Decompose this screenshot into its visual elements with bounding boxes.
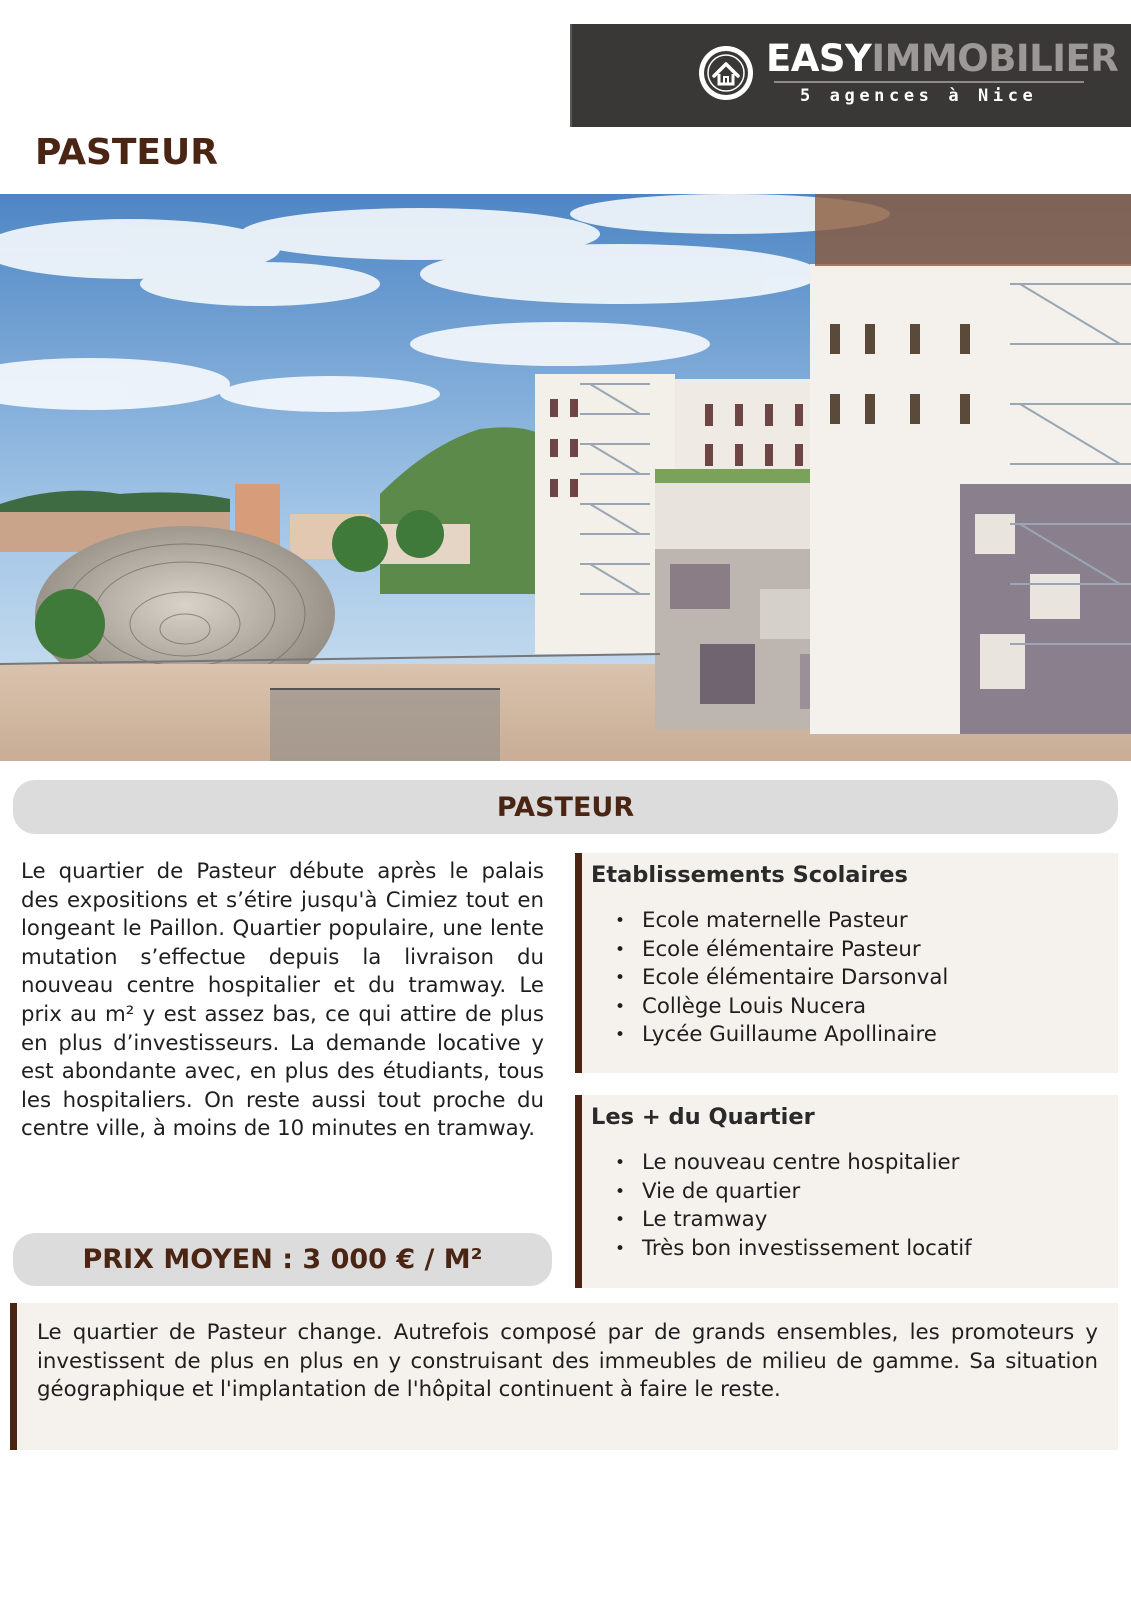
list-item [615, 1021, 1106, 1050]
section-title: PASTEUR [496, 791, 635, 823]
school-name: Ecole maternelle Pasteur [642, 908, 908, 933]
page-title: PASTEUR [35, 132, 218, 173]
list-item [615, 936, 1106, 965]
neighbourhood-description: Le quartier de Pasteur débute après le palais des expositions et s’étire jusqu'à Cimiez tout en longeant le Paillon. Quartier populaire, une lente mutation s’effectue depuis la livraison du nouveau centre hospitalier et du tramway. Le prix au m² y est assez bas, ce qui attire de plus en plus d’investisseurs. La demande locative y est abondante avec, en plus des étudiants, tous les hospitaliers. On reste aussi tout proche du centre ville, à moins de 10 minutes en tramway. [21, 859, 544, 1142]
list-item [615, 1235, 1106, 1264]
school-name: Lycée Guillaume Apollinaire [642, 1022, 937, 1048]
bullet-icon: • [615, 911, 626, 931]
list-item [615, 1178, 1106, 1207]
list-item [615, 1149, 1106, 1178]
average-price: PRIX MOYEN : 3 000 € / M² [82, 1244, 483, 1275]
highlight-text: Le tramway [642, 1207, 768, 1233]
section-header [13, 780, 1118, 834]
list-item [615, 964, 1106, 993]
bullet-icon: • [615, 1181, 626, 1202]
list-item [615, 993, 1106, 1022]
highlights-title: Les + du Quartier [591, 1104, 815, 1130]
highlight-text: Le nouveau centre hospitalier [642, 1150, 960, 1175]
highlights-list [591, 1149, 1106, 1263]
highlight-text: Vie de quartier [642, 1178, 801, 1204]
highlight-text: Très bon investissement locatif [642, 1235, 972, 1261]
bullet-icon: • [615, 968, 626, 989]
summary-text: Le quartier de Pasteur change. Autrefois composé par de grands ensembles, les promoteurs y investissent de plus en plus en y construisant des immeubles de milieu de gamme. Sa situation géographique et l'implantation de l'hôpital continuent à faire le reste. [37, 1320, 1098, 1403]
bullet-icon: • [615, 939, 626, 960]
bullet-icon: • [615, 1210, 626, 1231]
average-price-badge [13, 1233, 552, 1286]
list-item [615, 1206, 1106, 1235]
list-item [615, 907, 1106, 936]
bullet-icon: • [615, 1153, 626, 1173]
school-name: Ecole élémentaire Darsonval [642, 965, 949, 991]
house-roof-emblem-icon [696, 43, 756, 103]
school-name: Collège Louis Nucera [642, 993, 867, 1019]
bullet-icon: • [615, 996, 626, 1017]
brand-primary: EASY [766, 37, 872, 80]
brand-wordmark [766, 37, 1119, 80]
bullet-icon: • [615, 1025, 626, 1046]
brand-secondary: IMMOBILIER [871, 37, 1119, 80]
brand-divider [774, 81, 1084, 83]
brand-logo-banner [570, 24, 1131, 127]
neighbourhood-photo [0, 194, 1131, 761]
schools-title: Etablissements Scolaires [591, 862, 908, 888]
school-name: Ecole élémentaire Pasteur [642, 936, 921, 962]
highlights-box [575, 1095, 1118, 1288]
brand-tagline: 5 agences à Nice [800, 86, 1038, 106]
schools-list [591, 907, 1106, 1050]
schools-box [575, 853, 1118, 1073]
bullet-icon: • [615, 1238, 626, 1259]
summary-box [10, 1303, 1118, 1450]
